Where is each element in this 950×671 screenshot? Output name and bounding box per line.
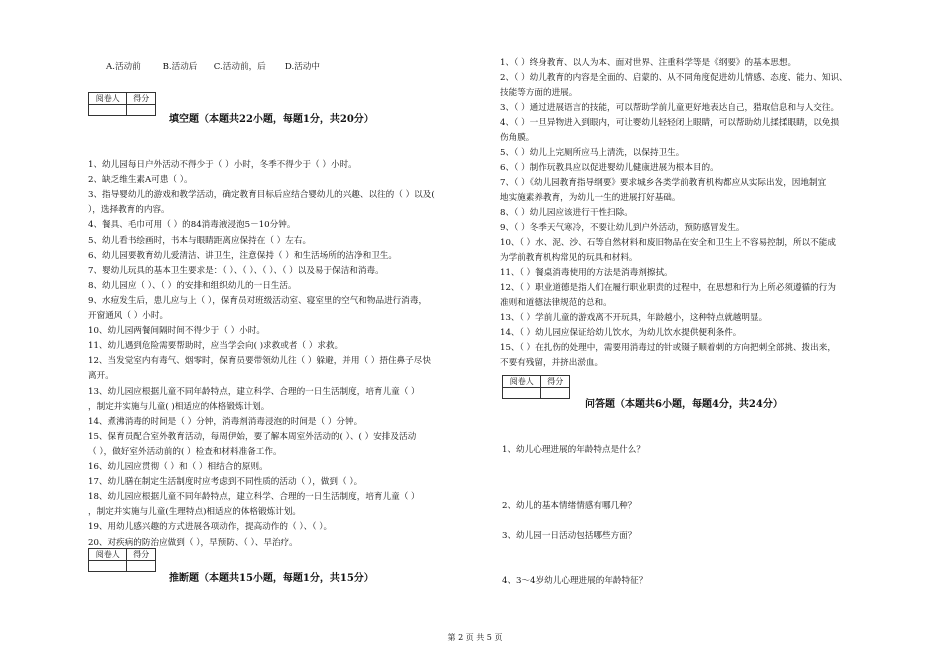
fill-item: 12、当发觉室内有毒气、烟零时，保育员要带领幼儿往（ ）躲避，并用（ ）捂住鼻子尽快 [88,356,431,367]
fill-item: 11、幼儿遇到危险需要帮助时，应当学会向( )求救或者（ ）求救。 [88,341,344,352]
judge-section-title: 推断题（本题共15小题，每题1分，共15分） [169,573,374,584]
fill-item: ，制定并实施与儿童( )相适应的体格锻炼计划。 [88,401,270,412]
judge-item: 伤角膜。 [500,133,535,143]
fill-item: ），选择教育的内容。 [88,205,170,216]
qa-section-title: 问答题（本题共6小题，每题4分，共24分） [585,399,783,410]
judge-item: 不要有残留，并挤出淤血。 [500,358,604,368]
score-label: 得分 [127,549,156,561]
judge-item: 技能等方面的进展。 [500,88,578,98]
qa-item: 2、幼儿的基本情绪情感有哪几种？ [502,501,637,511]
fill-item: 8、幼儿园应（ ）、（ ）的安排和组织幼儿的一日生活。 [88,280,297,291]
judge-item: 9、（ ）冬季天气寒冷，不要让幼儿到户外活动，预防感冒发生。 [500,223,745,233]
judge-item: 7、（ ）《幼儿园教育指导纲要》要求城乡各类学前教育机构都应从实际出发，因地制宜 [500,178,827,188]
score-label: 得分 [541,376,570,388]
judge-item: 准则和道德法律规范的总和。 [500,298,612,308]
score-label: 得分 [127,93,156,105]
fill-item: 17、幼儿膳在制定生活制度时应考虑到不同性质的活动（ ），做到（ ）。 [88,477,363,488]
fill-item: 4、餐具、毛巾可用（ ）的84消毒液浸泡5－10分钟。 [88,220,296,231]
score-box-judge [88,548,156,572]
fill-item: 3、指导婴幼儿的游戏和教学活动，确定教育目标后应结合婴幼儿的兴趣、以往的（ ）以及( [88,190,435,201]
judge-item: 1、（ ）终身教育、以人为本、面对世界、注重科学等是《纲要》的基本思想。 [500,58,797,68]
fill-item: 16、幼儿园应贯彻（ ）和（ ）相结合的原则。 [88,462,268,472]
judge-item: 6、（ ）制作玩教具应以促进婴幼儿健康进展为根本目的。 [500,163,719,173]
judge-item: 3、（ ）通过进展语言的技能，可以帮助学前儿童更好地表达自己，猎取信息和与人交往。 [500,103,840,113]
fill-section-title: 填空题（本题共22小题，每题1分，共20分） [169,114,374,125]
fill-item: 7、婴幼儿玩具的基本卫生要求是：（ ）、（ ）、（ ）、（ ）以及易于保洁和消毒。 [88,265,384,276]
judge-item: 5、（ ）幼儿上完厕所应马上清洗，以保持卫生。 [500,148,685,158]
score-box-qa [502,375,570,399]
qa-item: 1、幼儿心理进展的年龄特点是什么？ [502,445,645,455]
fill-item: 15、保育员配合室外教育活动，每周伊始，要了解本周室外活动的( ）、( ）安排及活动 [88,431,417,442]
fill-item: （ ），做好室外活动前的( ）检查和材料准备工作。 [88,446,282,457]
fill-item: 20、对疾病的防治应做到（ ），早预防、（ ）、早治疗。 [88,537,298,548]
fill-item: 19、用幼儿感兴趣的方式进展各项动作，提高动作的（ ）、（ ）。 [88,522,333,533]
judge-item: 8、（ ）幼儿园应该进行干性扫除。 [500,208,633,218]
judge-item: 14、（ ）幼儿园应保证给幼儿饮水，为幼儿饮水提供便利条件。 [500,328,742,338]
judge-item: 11、（ ）餐桌消毒使用的方法是消毒剂擦拭。 [500,268,673,278]
reviewer-label: 阅卷人 [89,93,127,105]
fill-item: ，制定并实施与儿童(生理特点)相适应的体格锻炼计划。 [88,507,301,518]
reviewer-label: 阅卷人 [503,376,541,388]
fill-item: 14、煮沸消毒的时间是（ ）分钟，消毒剂消毒浸泡的时间是（ ）分钟。 [88,416,363,427]
fill-item: 6、幼儿园要教育幼儿爱清洁、讲卫生，注意保持（ ）和生活场所的洁净和卫生。 [88,250,397,261]
judge-item: 2、（ ）幼儿教育的内容是全面的、启蒙的、从不同角度促进幼儿情感、态度、能力、知识、 [500,73,848,83]
fill-item: 开窗通风（ ）小时。 [88,311,169,321]
judge-item: 13、（ ）学前儿童的游戏离不开玩具，年龄越小，这种特点就越明显。 [500,313,768,323]
judge-item: 地实施素养教育，为幼儿一生的进展打好基础。 [500,193,681,203]
page-footer: 第 2 页 共 5 页 [447,633,503,642]
fill-item: 1、幼儿园每日户外活动不得少于（ ）小时，冬季不得少于（ ）小时。 [88,160,357,170]
judge-item: 4、（ ）一旦异物进入到眼内，可让婴幼儿轻轻闭上眼睛，可以帮助幼儿揉揉眼睛，以免损 [500,118,840,128]
fill-item: 离开。 [88,371,114,382]
fill-item: 13、幼儿园应根据儿童不同年龄特点，建立科学、合理的一日生活制度，培育儿童（ ） [88,386,420,397]
fill-item: 5、幼儿看书绘画时，书本与眼睛距离应保持在（ ）左右。 [88,235,312,246]
judge-item: 15、（ ）在扎伤的处理中，需要用消毒过的针或镊子顺着刺的方向把刺全部挑、拨出来， [500,343,836,353]
options-line: A.活动前 B.活动后 C.活动前，后 D.活动中 [106,62,320,72]
qa-item: 3、幼儿园一日活动包括哪些方面？ [502,531,637,541]
fill-item: 18、幼儿园应根据儿童不同年龄特点，建立科学、合理的一日生活制度，培育儿童（ ） [88,492,420,503]
fill-item: 10、幼儿园两餐间隔时间不得少于（ ）小时。 [88,326,265,337]
judge-item: 10、（ ）水、泥、沙、石等自然材料和废旧物品在安全和卫生上不容易控制，所以不能成 [500,238,836,248]
reviewer-label: 阅卷人 [89,549,127,561]
fill-item: 9、水痘发生后，患儿应与上（ ），保育员对班级活动室、寝室里的空气和物品进行消毒， [88,295,428,306]
score-box-fill [88,92,156,116]
qa-item: 4、3～4岁幼儿心理进展的年龄特征？ [502,576,648,586]
judge-item: 为学前教育机构常见的玩具和材料。 [500,253,638,263]
judge-item: 12、（ ）职业道德是指人们在履行职业职责的过程中，在思想和行为上所必须遵循的行为 [500,283,836,293]
fill-item: 2、缺乏维生素A可患（ ）。 [88,175,193,186]
